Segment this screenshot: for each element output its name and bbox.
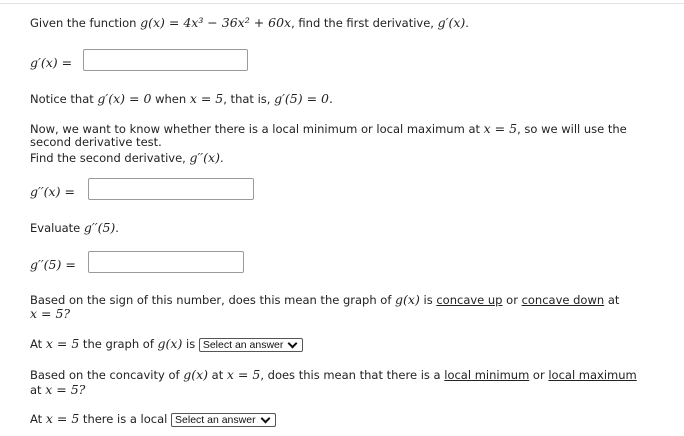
select-value: Select an answer: [202, 338, 284, 351]
now-text-line2: second derivative test.: [30, 135, 162, 149]
expr: g(x): [395, 292, 420, 307]
expr: x = 5: [45, 336, 80, 351]
text: is: [182, 337, 199, 351]
text: At: [30, 337, 46, 351]
text: at: [604, 293, 620, 307]
text: Given the function: [30, 16, 141, 30]
function-expr: g(x) = 4x³ − 36x² + 60x: [140, 15, 292, 30]
concavity-question-line1: [30, 367, 637, 382]
text: .: [219, 151, 224, 165]
text: At: [30, 412, 46, 426]
notice-text: [30, 91, 333, 106]
chevron-down-icon: [288, 338, 298, 348]
text: , does this mean that there is a: [260, 368, 445, 382]
text: the graph of: [79, 337, 158, 351]
expr: g′′(x): [189, 150, 220, 165]
second-derivative-at-5-input[interactable]: [88, 251, 244, 273]
expr: x = 5: [189, 91, 224, 106]
expr: x = 5: [226, 367, 261, 382]
sign-question-line1: [30, 292, 619, 307]
concave-answer-row: [30, 336, 303, 352]
concavity-select[interactable]: [199, 338, 304, 352]
text: Evaluate: [30, 221, 84, 235]
concave-up-link[interactable]: concave up: [436, 293, 503, 307]
now-text-line1: [30, 121, 627, 136]
question-first-derivative: [30, 15, 469, 30]
top-divider: [0, 3, 684, 4]
expr: g(x): [183, 367, 209, 382]
text: Based on the concavity of: [30, 368, 184, 382]
expr: x = 5?: [45, 382, 86, 397]
second-derivative-input[interactable]: [88, 178, 254, 200]
first-derivative-label: g′(x) =: [30, 55, 73, 70]
sign-question-line2: x = 5?: [30, 306, 71, 321]
text: Find the second derivative,: [30, 151, 190, 165]
concave-down-link[interactable]: concave down: [521, 293, 605, 307]
expr: x = 5: [45, 411, 80, 426]
text: .: [115, 221, 119, 235]
first-derivative-input[interactable]: [83, 49, 248, 71]
text: , that is,: [223, 92, 275, 106]
text: there is a local: [79, 412, 172, 426]
expr: g′(x) = 0: [97, 91, 152, 106]
local-extremum-select[interactable]: [171, 413, 276, 427]
text: .: [465, 16, 469, 30]
local-minimum-link[interactable]: local minimum: [444, 368, 530, 382]
second-derivative-at-5-label: g′′(5) =: [30, 257, 76, 272]
second-derivative-label: g′′(x) =: [30, 184, 75, 199]
chevron-down-icon: [260, 413, 270, 423]
text: , find the first derivative,: [291, 16, 438, 30]
expr: g′′(5): [83, 220, 116, 235]
text: or: [529, 368, 549, 382]
derivative-expr: g′(x): [437, 15, 466, 30]
text: , so we will use the: [517, 122, 627, 136]
expr: x = 5: [483, 121, 518, 136]
text: or: [502, 293, 522, 307]
text: at: [30, 383, 46, 397]
text: Notice that: [30, 92, 98, 106]
text: is: [419, 293, 437, 307]
text: at: [208, 368, 227, 382]
local-answer-row: [30, 411, 276, 427]
expr: g(x): [157, 336, 183, 351]
expr: g′(5) = 0.: [274, 91, 333, 106]
local-maximum-link[interactable]: local maximum: [548, 368, 637, 382]
text: Now, we want to know whether there is a local minimum or local maximum at: [30, 122, 484, 136]
find-second-derivative: [30, 150, 224, 165]
text: Based on the sign of this number, does this mean the graph of: [30, 293, 396, 307]
select-value: Select an answer: [175, 413, 256, 426]
concavity-question-line2: [30, 382, 85, 397]
text: when: [151, 92, 190, 106]
evaluate-text: [30, 220, 119, 235]
